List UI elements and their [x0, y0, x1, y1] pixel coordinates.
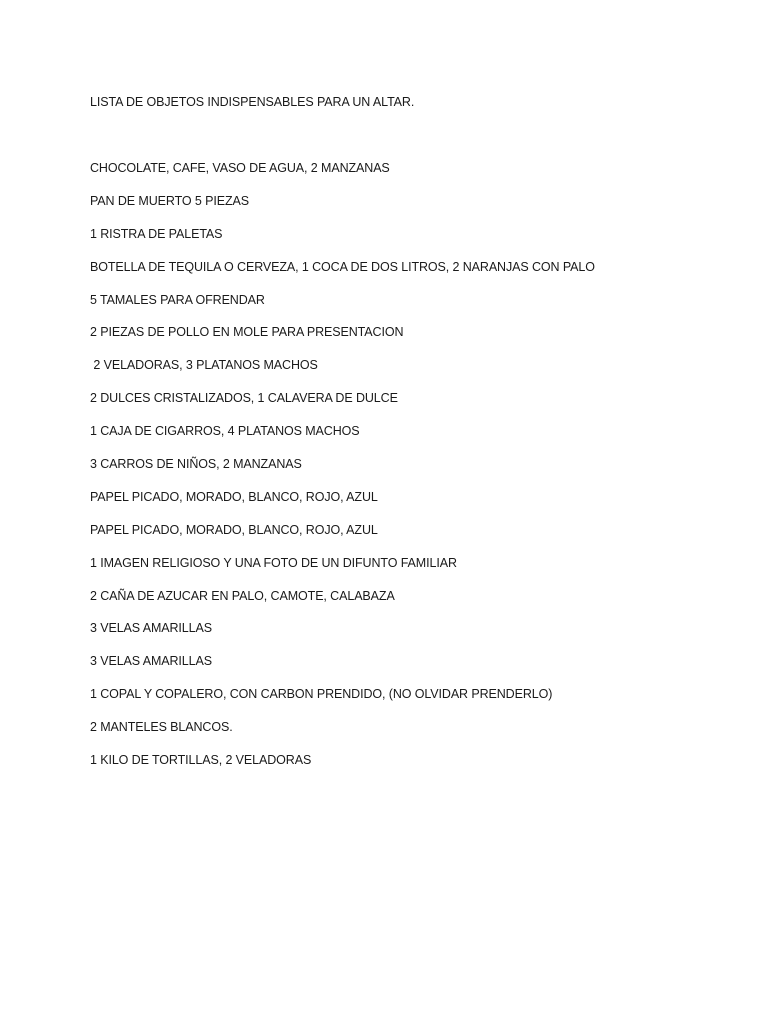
list-item: 2 CAÑA DE AZUCAR EN PALO, CAMOTE, CALABAZA — [90, 588, 395, 603]
list-item: BOTELLA DE TEQUILA O CERVEZA, 1 COCA DE DOS LITROS, 2 NARANJAS CON PALO — [90, 259, 595, 274]
list-item: 3 CARROS DE NIÑOS, 2 MANZANAS — [90, 457, 302, 472]
list-item: 3 VELAS AMARILLAS — [90, 654, 212, 669]
document-title: LISTA DE OBJETOS INDISPENSABLES PARA UN ALTAR. — [90, 95, 415, 109]
list-item: 1 RISTRA DE PALETAS — [90, 226, 223, 241]
list-item: 2 VELADORAS, 3 PLATANOS MACHOS — [90, 358, 318, 373]
list-item: PAN DE MUERTO 5 PIEZAS — [90, 193, 249, 208]
list-item: PAPEL PICADO, MORADO, BLANCO, ROJO, AZUL — [90, 489, 378, 504]
list-item: 1 KILO DE TORTILLAS, 2 VELADORAS — [90, 753, 312, 768]
list-item: 1 CAJA DE CIGARROS, 4 PLATANOS MACHOS — [90, 424, 360, 439]
list-item: 2 MANTELES BLANCOS. — [90, 720, 233, 735]
list-item: 3 VELAS AMARILLAS — [90, 621, 212, 636]
list-item: 1 COPAL Y COPALERO, CON CARBON PRENDIDO, (NO OLVIDAR PRENDERLO) — [90, 687, 553, 702]
list-item: CHOCOLATE, CAFE, VASO DE AGUA, 2 MANZANAS — [90, 161, 390, 175]
list-item: 1 IMAGEN RELIGIOSO Y UNA FOTO DE UN DIFUNTO FAMILIAR — [90, 555, 457, 570]
list-item: 5 TAMALES PARA OFRENDAR — [90, 292, 265, 307]
list-item: PAPEL PICADO, MORADO, BLANCO, ROJO, AZUL — [90, 522, 378, 537]
item-list — [90, 160, 595, 785]
list-item: 2 PIEZAS DE POLLO EN MOLE PARA PRESENTACION — [90, 325, 404, 340]
list-item: 2 DULCES CRISTALIZADOS, 1 CALAVERA DE DULCE — [90, 391, 398, 406]
